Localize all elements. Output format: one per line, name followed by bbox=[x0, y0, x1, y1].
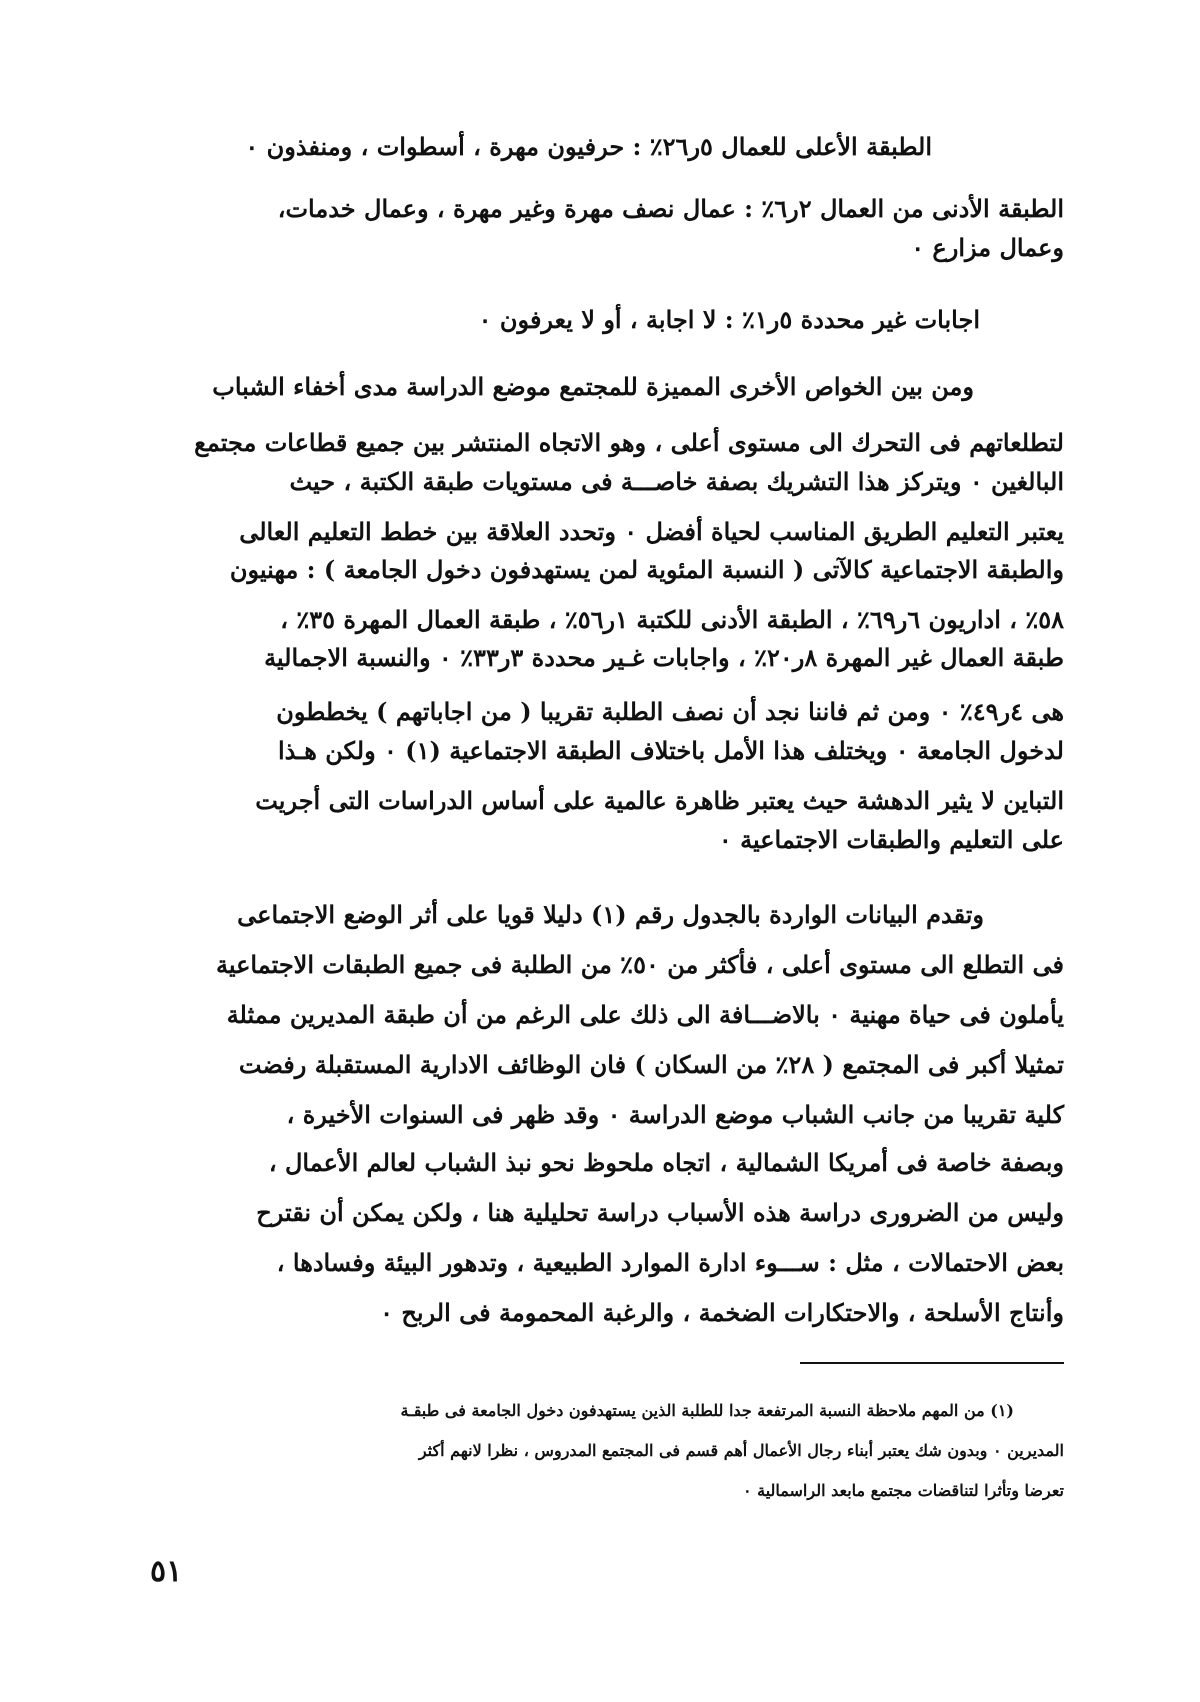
text-line: ومن بين الخواص الأخرى المميزة للمجتمع موضع الدراسة مدى أخفاء الشباب bbox=[212, 372, 974, 401]
page-number: ٥١ bbox=[150, 1554, 183, 1589]
text-line: البالغين ٠ ويتركز هذا التشريك بصفة خاصـــة فى مستويات طبقة الكتبة ، حيث bbox=[289, 467, 1064, 496]
text-line: ٥٨٪ ، اداريون ٦ر٦٩٪ ، الطبقة الأدنى للكتبة ١ر٥٦٪ ، طبقة العمال المهرة ٣٥٪ ، bbox=[280, 605, 1064, 634]
text-line: بعض الاحتمالات ، مثل : ســـوء ادارة الموارد الطبيعية ، وتدهور البيئة وفسادها ، bbox=[276, 1248, 1064, 1277]
footnote-separator bbox=[800, 1362, 1064, 1364]
text-line: الطبقة الأعلى للعمال ٥ر٢٦٪ : حرفيون مهرة ، أسطوات ، ومنفذون ٠ bbox=[245, 132, 932, 161]
text-line: الطبقة الأدنى من العمال ٢ر٦٪ : عمال نصف مهرة وغير مهرة ، وعمال خدمات، bbox=[277, 194, 1064, 223]
text-line: على التعليم والطبقات الاجتماعية ٠ bbox=[718, 825, 1064, 854]
text-line: اجابات غير محددة ٥ر١٪ : لا اجابة ، أو لا يعرفون ٠ bbox=[478, 305, 980, 334]
text-line: وليس من الضرورى دراسة هذه الأسباب دراسة تحليلية هنا ، ولكن يمكن أن نقترح bbox=[256, 1198, 1064, 1227]
text-line: وأنتاج الأسلحة ، والاحتكارات الضخمة ، والرغبة المحمومة فى الربح ٠ bbox=[380, 1298, 1064, 1327]
footnote-line: المديرين ٠ وبدون شك يعتبر أبناء رجال الأعمال أهم قسم فى المجتمع المدروس ، نظرا لانهم أكثر bbox=[418, 1441, 1064, 1460]
text-line: والطبقة الاجتماعية كالآتى ( النسبة المئوية لمن يستهدفون دخول الجامعة ) : مهنيون bbox=[229, 555, 1064, 584]
text-line: وتقدم البيانات الواردة بالجدول رقم (١) دليلا قويا على أثر الوضع الاجتماعى bbox=[237, 900, 984, 929]
text-line: طبقة العمال غير المهرة ٨ر٢٠٪ ، واجابات غـير محددة ٣ر٣٣٪ ٠ والنسبة الاجمالية bbox=[264, 643, 1064, 672]
text-line: يأملون فى حياة مهنية ٠ بالاضـــافة الى ذلك على الرغم من أن طبقة المديرين ممثلة bbox=[226, 1000, 1064, 1029]
text-line: لتطلعاتهم فى التحرك الى مستوى أعلى ، وهو الاتجاه المنتشر بين جميع قطاعات مجتمع bbox=[194, 428, 1064, 457]
text-line: كلية تقريبا من جانب الشباب موضع الدراسة ٠ وقد ظهر فى السنوات الأخيرة ، bbox=[286, 1100, 1064, 1129]
text-line: التباين لا يثير الدهشة حيث يعتبر ظاهرة عالمية على أساس الدراسات التى أجريت bbox=[255, 786, 1064, 815]
text-line: لدخول الجامعة ٠ ويختلف هذا الأمل باختلاف الطبقة الاجتماعية (١) ٠ ولكن هـذا bbox=[277, 736, 1064, 765]
text-line: فى التطلع الى مستوى أعلى ، فأكثر من ٥٠٪ من الطلبة فى جميع الطبقات الاجتماعية bbox=[215, 950, 1064, 979]
text-line: يعتبر التعليم الطريق المناسب لحياة أفضل ٠ وتحدد العلاقة بين خطط التعليم العالى bbox=[239, 517, 1064, 546]
text-line: هى ٤ر٤٩٪ ٠ ومن ثم فاننا نجد أن نصف الطلبة تقريبا ( من اجاباتهم ) يخططون bbox=[276, 697, 1064, 726]
text-line: وعمال مزارع ٠ bbox=[911, 233, 1064, 262]
footnote-line: (١) من المهم ملاحظة النسبة المرتفعة جدا للطلبة الذين يستهدفون دخول الجامعة فى طبقـة bbox=[400, 1401, 1014, 1420]
text-line: وبصفة خاصة فى أمريكا الشمالية ، اتجاه ملحوظ نحو نبذ الشباب لعالم الأعمال ، bbox=[268, 1148, 1064, 1177]
footnote-line: تعرضا وتأثرا لتناقضات مجتمع مابعد الراسمالية ٠ bbox=[742, 1481, 1064, 1500]
text-line: تمثيلا أكبر فى المجتمع ( ٢٨٪ من السكان ) فان الوظائف الادارية المستقبلة رفضت bbox=[238, 1050, 1064, 1079]
